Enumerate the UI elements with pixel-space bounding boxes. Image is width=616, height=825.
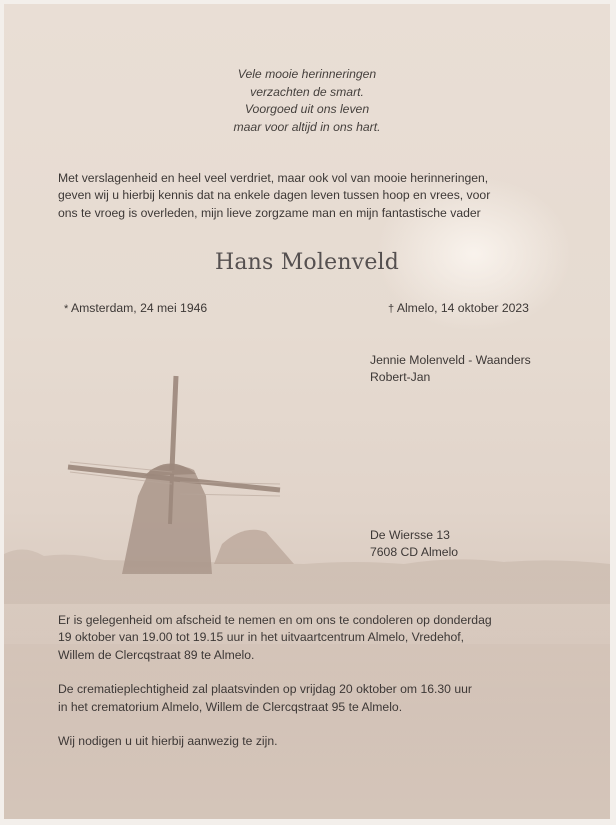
text-line: Willem de Clercqstraat 89 te Almelo. — [58, 647, 255, 662]
poem-line: maar voor altijd in ons hart. — [233, 119, 381, 134]
text-line: De crematieplechtigheid zal plaatsvinden op vrijdag 20 oktober om 16.30 uur — [58, 682, 472, 697]
condolence-paragraph — [58, 612, 492, 664]
family-member: Robert-Jan — [370, 370, 431, 385]
intro-line: ons te vroeg is overleden, mijn lieve zorgzame man en mijn fantastische vader — [58, 205, 481, 220]
birth-symbol: * — [64, 303, 69, 315]
poem-line: verzachten de smart. — [250, 84, 364, 99]
text-line: in het crematorium Almelo, Willem de Clercqstraat 95 te Almelo. — [58, 699, 403, 714]
cremation-paragraph — [58, 681, 492, 716]
poem-line: Voorgoed uit ons leven — [244, 102, 370, 116]
death-info — [388, 300, 529, 318]
poem-line: Vele mooie herinneringen — [237, 67, 377, 81]
farmhouse — [214, 530, 294, 564]
text-line: Wij nodigen u uit hierbij aanwezig te zijn. — [58, 734, 278, 749]
birth-info — [64, 300, 207, 318]
closing-text — [58, 612, 492, 767]
intro-text — [58, 170, 490, 222]
address-street: De Wiersse 13 — [370, 528, 450, 542]
obituary-card — [4, 4, 610, 819]
address-city: 7608 CD Almelo — [370, 545, 459, 560]
intro-line: geven wij u hierbij kennis dat na enkele dagen leven tussen hoop en vrees, voor — [58, 188, 491, 203]
deceased-name: Hans Molenveld — [214, 250, 400, 275]
birth-place-date: Amsterdam, 24 mei 1946 — [71, 301, 208, 315]
family-member: Jennie Molenveld - Waanders — [370, 353, 531, 367]
invitation-paragraph — [58, 733, 492, 750]
correspondence-address — [370, 527, 458, 562]
death-cross-icon: † — [388, 303, 395, 315]
family-names — [370, 352, 531, 387]
text-line: 19 oktober van 19.00 tot 19.15 uur in het uitvaartcentrum Almelo, Vredehof, — [58, 630, 465, 645]
poem — [4, 66, 610, 136]
text-line: Er is gelegenheid om afscheid te nemen en om ons te condoleren op donderdag — [58, 613, 492, 627]
intro-line: Met verslagenheid en heel veel verdriet, maar ook vol van mooie herinneringen, — [58, 171, 489, 185]
death-place-date: Almelo, 14 oktober 2023 — [396, 301, 529, 315]
